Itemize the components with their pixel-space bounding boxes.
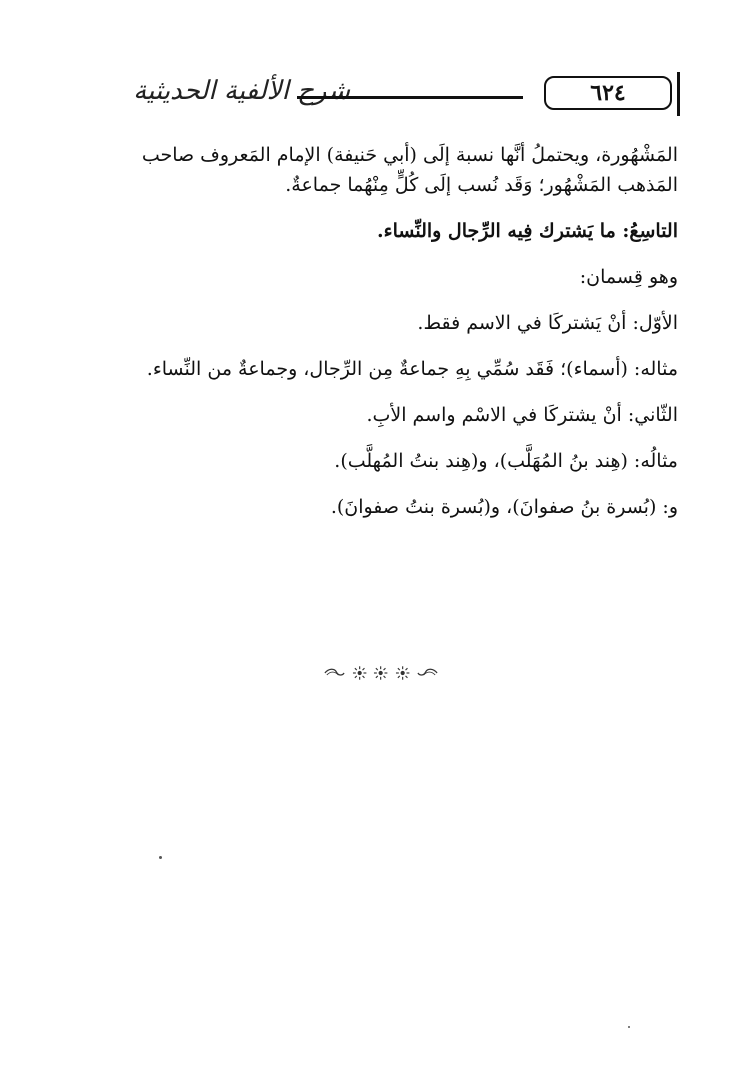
header-bracket bbox=[671, 72, 680, 116]
running-title: شرح الألفية الحديثية bbox=[133, 76, 350, 106]
swirl-left-icon bbox=[323, 667, 346, 679]
swirl-right-icon bbox=[416, 667, 439, 679]
page-body bbox=[85, 140, 678, 522]
header-rule bbox=[297, 96, 523, 99]
flower-icon bbox=[352, 665, 367, 681]
text-line-8: مثالُه: (هِند بنُ المُهَلَّب)، و(هِند بنتُ المُهلَّب). bbox=[334, 450, 678, 472]
page-number: ٦٢٤ bbox=[590, 80, 626, 106]
text-line-4: وهو قِسمان: bbox=[579, 266, 678, 288]
text-line-2: المَذهب المَشْهُور؛ وَقَد نُسب إلَى كُلٍّ مِنْهُما جماعةٌ. bbox=[285, 174, 678, 196]
page-header bbox=[80, 72, 680, 116]
text-line-9: و: (بُسرة بنُ صفوانَ)، و(بُسرة بنتُ صفوانَ). bbox=[330, 496, 678, 518]
section-end-ornament bbox=[323, 662, 439, 684]
text-line-1: المَشْهُورة، ويحتملُ أنَّها نسبة إلَى (أبي حَنيفة) الإمام المَعروف صاحب bbox=[141, 144, 678, 166]
text-line-7: الثّاني: أنْ يشتركَا في الاسْم واسم الأبِ. bbox=[366, 404, 678, 426]
flower-icon bbox=[395, 665, 410, 681]
scan-speck bbox=[159, 856, 162, 859]
flower-icon bbox=[373, 665, 388, 681]
text-line-6: مثاله: (أسماء)؛ فَقَد سُمِّي بِهِ جماعةٌ مِن الرِّجال، وجماعةٌ من النِّساء. bbox=[146, 358, 678, 380]
text-line-5: الأوّل: أنْ يَشتركَا في الاسم فقط. bbox=[417, 312, 678, 334]
scan-speck bbox=[628, 1026, 630, 1028]
heading-ninth: التاسِعُ: ما يَشترك فِيه الرِّجال والنِّساء. bbox=[377, 220, 678, 242]
page-number-box bbox=[544, 76, 672, 110]
